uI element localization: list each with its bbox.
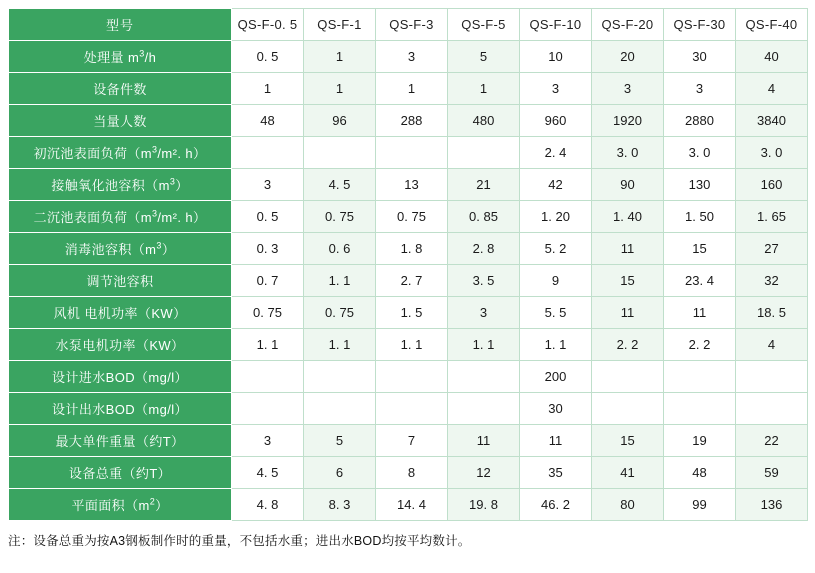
value-cell: 4. 5 [232,457,304,489]
row-label-text: 设备件数 [93,82,147,97]
table-row [9,393,808,425]
value-cell: 0. 3 [232,233,304,265]
row-label-cell [9,393,232,425]
value-cell: 6 [304,457,376,489]
value-cell: 8 [376,457,448,489]
value-cell: 2. 7 [376,265,448,297]
value-cell: 3 [664,73,736,105]
value-cell: 136 [736,489,808,521]
value-cell: 1 [448,73,520,105]
value-cell: 1. 65 [736,201,808,233]
value-cell: 0. 7 [232,265,304,297]
value-cell: 3 [520,73,592,105]
row-label-cell [9,297,232,329]
value-cell-empty [304,361,376,393]
row-label-text: 设计出水BOD（mg/l） [52,402,188,417]
value-cell: 5 [304,425,376,457]
value-cell-empty [736,361,808,393]
value-cell: 3 [448,297,520,329]
value-cell-empty [592,361,664,393]
value-cell: 5. 5 [520,297,592,329]
table-row [9,489,808,521]
model-header-cell: QS-F-3 [376,9,448,41]
row-label-cell [9,41,232,73]
value-cell: 8. 3 [304,489,376,521]
value-cell: 23. 4 [664,265,736,297]
value-cell-empty [232,137,304,169]
table-row [9,425,808,457]
value-cell: 90 [592,169,664,201]
value-cell: 96 [304,105,376,137]
table-row [9,73,808,105]
table-row [9,329,808,361]
value-cell: 3 [376,41,448,73]
value-cell: 5 [448,41,520,73]
model-header-cell: QS-F-1 [304,9,376,41]
row-label-text: 消毒池容积（m [64,242,157,257]
value-cell: 0. 85 [448,201,520,233]
row-label-cell [9,137,232,169]
row-label-text: 初沉池表面负荷（m [33,146,152,161]
value-cell: 1920 [592,105,664,137]
value-cell: 19. 8 [448,489,520,521]
value-cell-empty [736,393,808,425]
table-row [9,233,808,265]
value-cell: 99 [664,489,736,521]
value-cell: 19 [664,425,736,457]
row-label-text: 风机 电机功率（KW） [53,306,187,321]
value-cell: 1. 8 [376,233,448,265]
table-header-row [9,9,808,41]
value-cell: 960 [520,105,592,137]
value-cell: 3. 0 [664,137,736,169]
model-header-cell: QS-F-10 [520,9,592,41]
value-cell: 30 [520,393,592,425]
value-cell: 1. 1 [376,329,448,361]
value-cell: 80 [592,489,664,521]
value-cell: 2880 [664,105,736,137]
value-cell: 2. 2 [664,329,736,361]
value-cell: 1. 1 [304,329,376,361]
model-header-cell: QS-F-40 [736,9,808,41]
value-cell-empty [664,361,736,393]
value-cell: 0. 75 [304,201,376,233]
row-label-text: 设计进水BOD（mg/l） [52,370,188,385]
value-cell: 0. 75 [232,297,304,329]
value-cell: 2. 8 [448,233,520,265]
value-cell: 48 [232,105,304,137]
row-label-cell [9,489,232,521]
table-row [9,105,808,137]
value-cell: 27 [736,233,808,265]
row-label-cell [9,105,232,137]
row-label-text: 最大单件重量（约T） [55,434,185,449]
value-cell: 0. 75 [304,297,376,329]
row-label-superscript: 2 [149,496,156,507]
row-label-cell [9,329,232,361]
value-cell-empty [376,361,448,393]
value-cell: 22 [736,425,808,457]
specification-table [8,8,808,521]
value-cell: 11 [664,297,736,329]
row-label-text: 接触氧化池容积（m [51,178,170,193]
row-label-text: 水泵电机功率（KW） [55,338,185,353]
value-cell: 5. 2 [520,233,592,265]
row-label-cell [9,169,232,201]
table-row [9,41,808,73]
row-label-superscript: 3 [156,240,162,251]
value-cell-empty [592,393,664,425]
value-cell: 1 [304,41,376,73]
table-row [9,361,808,393]
value-cell-empty [232,361,304,393]
row-label-cell [9,265,232,297]
value-cell: 160 [736,169,808,201]
value-cell: 59 [736,457,808,489]
row-label-text: 当量人数 [93,114,147,129]
value-cell: 1. 1 [232,329,304,361]
row-label-cell [9,457,232,489]
value-cell-empty [448,393,520,425]
value-cell: 11 [592,297,664,329]
value-cell: 41 [592,457,664,489]
value-cell: 200 [520,361,592,393]
row-label-text: 设备总重（约T） [68,466,172,481]
header-label-cell: 型号 [9,9,232,41]
value-cell: 1. 1 [448,329,520,361]
row-label-suffix: ） [175,178,189,193]
value-cell: 4 [736,73,808,105]
value-cell: 15 [592,425,664,457]
model-header-cell: QS-F-0. 5 [232,9,304,41]
value-cell: 3 [592,73,664,105]
value-cell: 0. 6 [304,233,376,265]
value-cell: 14. 4 [376,489,448,521]
row-label-cell [9,425,232,457]
value-cell-empty [664,393,736,425]
table-row [9,169,808,201]
value-cell: 1. 20 [520,201,592,233]
value-cell: 130 [664,169,736,201]
row-label-superscript: 3 [152,208,158,219]
row-label-superscript: 3 [139,48,145,59]
row-label-cell [9,201,232,233]
table-row [9,297,808,329]
value-cell: 15 [592,265,664,297]
value-cell: 3. 5 [448,265,520,297]
row-label-cell [9,233,232,265]
row-label-suffix: ） [155,498,169,513]
value-cell: 0. 75 [376,201,448,233]
value-cell: 1 [376,73,448,105]
value-cell: 21 [448,169,520,201]
value-cell: 32 [736,265,808,297]
model-header-cell: QS-F-20 [592,9,664,41]
value-cell: 0. 5 [232,201,304,233]
value-cell: 0. 5 [232,41,304,73]
value-cell-empty [376,393,448,425]
row-label-suffix: /h [144,50,157,65]
value-cell-empty [376,137,448,169]
row-label-text: 调节池容积 [86,274,154,289]
value-cell: 11 [520,425,592,457]
value-cell: 4 [736,329,808,361]
value-cell-empty [448,137,520,169]
row-label-suffix: /m². h） [157,210,207,225]
row-label-text: 处理量 m [83,50,140,65]
value-cell: 2. 2 [592,329,664,361]
value-cell: 1. 5 [376,297,448,329]
value-cell: 3 [232,425,304,457]
value-cell: 42 [520,169,592,201]
value-cell: 1 [232,73,304,105]
value-cell: 40 [736,41,808,73]
value-cell: 3 [232,169,304,201]
row-label-suffix: /m². h） [157,146,207,161]
value-cell: 2. 4 [520,137,592,169]
value-cell: 3. 0 [592,137,664,169]
value-cell: 4. 5 [304,169,376,201]
value-cell: 1. 1 [304,265,376,297]
model-header-cell: QS-F-30 [664,9,736,41]
value-cell: 48 [664,457,736,489]
value-cell: 46. 2 [520,489,592,521]
value-cell: 288 [376,105,448,137]
table-row [9,457,808,489]
value-cell: 1. 50 [664,201,736,233]
value-cell: 3840 [736,105,808,137]
value-cell: 11 [592,233,664,265]
value-cell: 12 [448,457,520,489]
value-cell-empty [304,137,376,169]
row-label-cell [9,73,232,105]
value-cell: 480 [448,105,520,137]
value-cell: 3. 0 [736,137,808,169]
value-cell-empty [304,393,376,425]
value-cell: 7 [376,425,448,457]
value-cell: 11 [448,425,520,457]
row-label-suffix: ） [161,242,176,257]
value-cell: 15 [664,233,736,265]
value-cell: 20 [592,41,664,73]
row-label-superscript: 3 [169,176,176,187]
value-cell: 4. 8 [232,489,304,521]
value-cell: 35 [520,457,592,489]
table-row [9,201,808,233]
row-label-superscript: 3 [152,144,158,155]
row-label-text: 二沉池表面负荷（m [33,210,152,225]
value-cell: 1. 1 [520,329,592,361]
row-label-cell [9,361,232,393]
row-label-text: 平面面积（m [71,498,150,513]
table-row [9,137,808,169]
value-cell: 30 [664,41,736,73]
model-header-cell: QS-F-5 [448,9,520,41]
table-note: 注：设备总重为按A3钢板制作时的重量，不包括水重；进出水BOD均按平均数计。 [8,534,471,548]
value-cell: 18. 5 [736,297,808,329]
value-cell: 13 [376,169,448,201]
table-row [9,265,808,297]
value-cell-empty [448,361,520,393]
value-cell: 1. 40 [592,201,664,233]
value-cell-empty [232,393,304,425]
value-cell: 9 [520,265,592,297]
value-cell: 10 [520,41,592,73]
value-cell: 1 [304,73,376,105]
